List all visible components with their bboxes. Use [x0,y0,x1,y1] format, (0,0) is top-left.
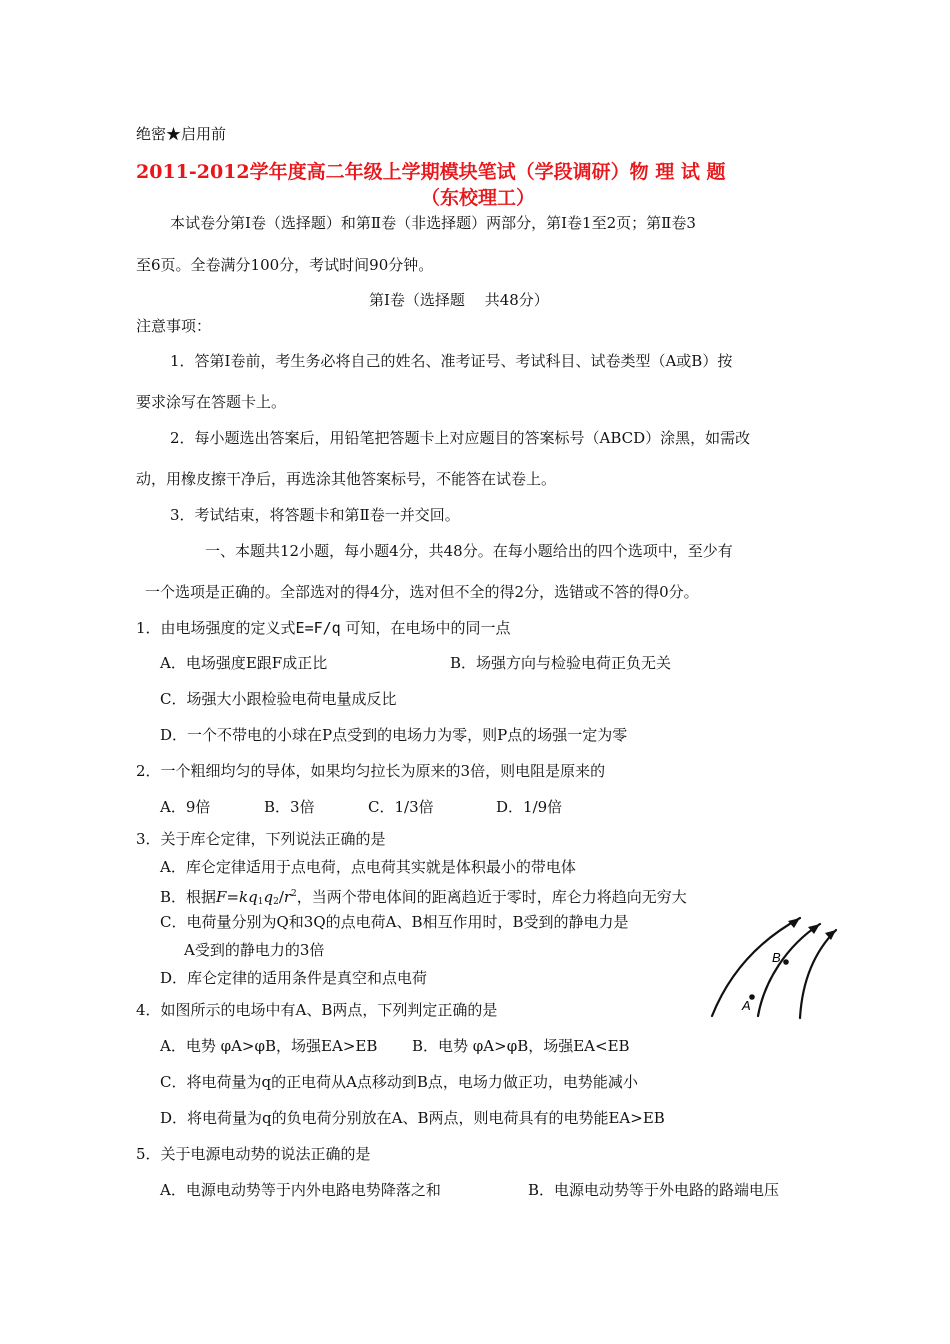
q1-stem-post: 可知，在电场中的同一点 [340,619,511,637]
q3-option-b-prefix: B．根据 [160,888,217,906]
q2-option-d: D．1/9倍 [496,798,563,816]
q4-option-b: B．电势 φA>φB，场强EA<EB [412,1037,630,1055]
q2-stem: 2．一个粗细均匀的导体，如果均匀拉长为原来的3倍，则电阻是原来的 [136,762,606,780]
q4-option-a: A．电势 φA>φB，场强EA>EB [160,1037,378,1055]
intro-line-1: 本试卷分第Ⅰ卷（选择题）和第Ⅱ卷（非选择题）两部分，第Ⅰ卷1至2页；第Ⅱ卷3 [170,214,696,232]
q4-option-d: D．将电荷量为q的负电荷分别放在A、B两点，则电荷具有的电势能EA>EB [160,1109,665,1127]
q5-stem: 5．关于电源电动势的说法正确的是 [136,1145,371,1163]
q3-option-a: A．库仑定律适用于点电荷，点电荷其实就是体积最小的带电体 [160,858,576,876]
q4-stem: 4．如图所示的电场中有A、B两点，下列判定正确的是 [136,1001,498,1019]
note-3: 3．考试结束，将答题卡和第Ⅱ卷一并交回。 [170,506,460,524]
secret-marking: 绝密★启用前 [136,125,227,143]
q5-option-a: A．电源电动势等于内外电路电势降落之和 [160,1181,441,1199]
q3-option-c-line-1: C．电荷量分别为Q和3Q的点电荷A、B相互作用时，B受到的静电力是 [160,913,629,931]
section-title: 第Ⅰ卷（选择题 共48分） [369,291,549,309]
q2-option-c: C．1/3倍 [368,798,434,816]
q1-stem-pre: 1．由电场强度的定义式 [136,619,296,637]
intro-line-2: 至6页。全卷满分100分，考试时间90分钟。 [136,256,434,274]
field-line-right [800,930,836,1018]
field-line-left [712,918,800,1016]
field-arrow-right [825,930,836,940]
q1-option-a: A．电场强度E跟F成正比 [160,654,328,672]
note-1-line-1: 1．答第Ⅰ卷前，考生务必将自己的姓名、准考证号、考试科目、试卷类型（A或B）按 [170,352,733,370]
q1-stem [136,618,510,638]
q1-option-c: C．场强大小跟检验电荷电量成反比 [160,690,397,708]
page-subtitle: （东校理工） [421,187,536,209]
q1-option-d: D．一个不带电的小球在P点受到的电场力为零，则P点的场强一定为零 [160,726,628,744]
q2-option-a: A．9倍 [160,798,211,816]
q3-stem: 3．关于库仑定律，下列说法正确的是 [136,830,386,848]
note-1-line-2: 要求涂写在答题卡上。 [136,393,287,411]
q3-option-d: D．库仑定律的适用条件是真空和点电荷 [160,969,428,987]
q5-option-b: B．电源电动势等于外电路的路端电压 [528,1181,780,1199]
electric-field-diagram [708,912,840,1022]
part1-instructions-line-2: 一个选项是正确的。全部选对的得4分，选对但不全的得2分，选错或不答的得0分。 [145,583,699,601]
part1-instructions-line-1: 一、本题共12小题，每小题4分，共48分。在每小题给出的四个选项中，至少有 [205,542,733,560]
notes-heading: 注意事项： [136,317,212,335]
page-title: 2011-2012学年度高二年级上学期模块笔试（学段调研）物 理 试 题 [136,161,726,183]
point-b-dot [783,959,789,965]
q3-option-b [160,884,687,912]
note-2-line-2: 动，用橡皮擦干净后，再选涂其他答案标号，不能答在试卷上。 [136,470,557,488]
point-a-label: A [742,998,751,1013]
q4-option-c: C．将电荷量为q的正电荷从A点移动到B点，电场力做正功，电势能减小 [160,1073,638,1091]
q3-option-c-line-2: A受到的静电力的3倍 [184,941,325,959]
q1-option-b: B．场强方向与检验电荷正负无关 [450,654,672,672]
q3-option-b-suffix: ，当两个带电体间的距离趋近于零时，库仑力将趋向无穷大 [296,888,687,906]
coulomb-formula: $F=kq_1q_2/r^2$ [216,888,297,907]
note-2-line-1: 2．每小题选出答案后，用铅笔把答题卡上对应题目的答案标号（ABCD）涂黑，如需改 [170,429,751,447]
q2-option-b: B．3倍 [264,798,315,816]
point-b-label: B [772,950,781,965]
field-arrow-left [788,918,800,928]
q1-formula: E=F/q [295,619,341,637]
